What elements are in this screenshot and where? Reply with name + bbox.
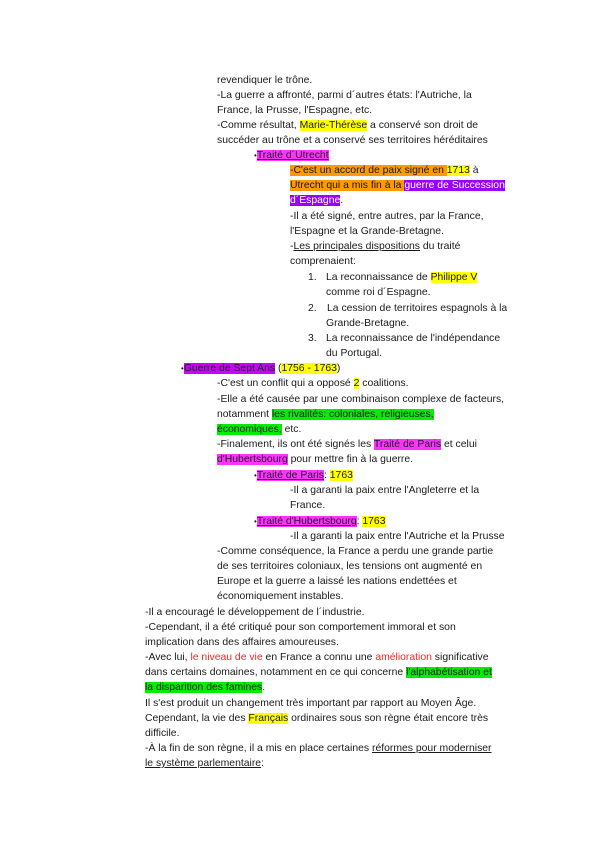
- text-line: -Cependant, il a été critiqué pour son comportement immoral et son: [145, 622, 456, 633]
- heading-guerre-sept-ans: •Guerre de Sept Ans (1756 - 1763): [181, 363, 341, 374]
- text-line: succéder au trône et a conservé ses territoires héréditaires: [217, 135, 488, 146]
- list-number: 2.: [308, 303, 317, 314]
- text-line: -Comme résultat, Marie-Thérèse a conservé son droit de: [217, 120, 479, 131]
- text-line: difficile.: [145, 728, 180, 739]
- text-line: d´Espagne.: [290, 195, 344, 206]
- heading-traite-utrecht: •Traité d´Utrecht: [254, 150, 329, 161]
- text-line: -C'est un conflit qui a opposé 2 coalitions.: [217, 378, 409, 389]
- text-line: de ses territoires coloniaux, les tensions ont augmenté en: [217, 561, 483, 572]
- list-number: 3.: [308, 333, 317, 344]
- text-line: France, la Prusse, l'Espagne, etc.: [217, 105, 373, 116]
- text-line: -La guerre a affronté, parmi d´autres états: l'Autriche, la: [217, 90, 472, 101]
- text-line: comprenaient:: [290, 256, 356, 267]
- heading-traite-hubertsbourg: •Traité d'Hubertsbourg: 1763: [254, 516, 386, 527]
- text-line: le système parlementaire:: [145, 758, 264, 769]
- text-line: -Elle a été causée par une combinaison complexe de facteurs,: [217, 394, 505, 405]
- text-line: -À la fin de son règne, il a mis en place certaines réformes pour moderniser: [145, 743, 492, 754]
- list-item-cont: Grande-Bretagne.: [326, 318, 410, 329]
- bullet-icon: •: [254, 151, 257, 160]
- text-line: Cependant, la vie des Français ordinaires sous son règne était encore très: [145, 713, 489, 724]
- text-line: la disparition des famines.: [145, 682, 266, 693]
- text-line: Il s'est produit un changement très important par rapport au Moyen Âge.: [145, 698, 477, 709]
- text-line: notamment les rivalités: coloniales, religieuses,: [217, 409, 434, 420]
- bullet-icon: •: [254, 517, 257, 526]
- text-line: -Avec lui, le niveau de vie en France a connu une amélioration significative: [145, 652, 489, 663]
- heading-traite-paris: •Traité de Paris: 1763: [254, 470, 353, 481]
- list-item-cont: comme roi d´Espagne.: [326, 287, 431, 298]
- text-line: dans certains domaines, notamment en ce qui concerne l'alphabétisation et: [145, 667, 492, 678]
- text-line: -C'est un accord de paix signé en 1713 à: [290, 165, 479, 176]
- text-line: France.: [290, 500, 326, 511]
- text-line: revendiquer le trône.: [217, 75, 313, 86]
- text-line: d'Hubertsbourg pour mettre fin à la guerre.: [217, 454, 414, 465]
- text-line: -Il a garanti la paix entre l'Autriche et la Prusse: [290, 531, 505, 542]
- text-line: -Il a garanti la paix entre l'Angleterre et la: [290, 485, 480, 496]
- text-line: économiquement instables.: [217, 591, 344, 602]
- text-line: -Comme conséquence, la France a perdu une grande partie: [217, 546, 494, 557]
- text-line: -Il a été signé, entre autres, par la France,: [290, 211, 484, 222]
- text-line: -Il a encouragé le développement de l´industrie.: [145, 607, 365, 618]
- list-item: La reconnaissance de Philippe V: [326, 272, 478, 283]
- list-item: La cession de territoires espagnols à la: [327, 303, 508, 314]
- list-item-cont: du Portugal.: [326, 348, 383, 359]
- text-line: l'Espagne et la Grande-Bretagne.: [290, 226, 444, 237]
- text-line: -Finalement, ils ont été signés les Traité de Paris et celui: [217, 439, 477, 450]
- bullet-icon: •: [254, 471, 257, 480]
- text-line: -Les principales dispositions du traité: [290, 241, 461, 252]
- bullet-icon: •: [181, 364, 184, 373]
- list-item: La reconnaissance de l'indépendance: [326, 333, 501, 344]
- list-number: 1.: [308, 272, 317, 283]
- text-line: Europe et la guerre a laissé les nations endettées et: [217, 576, 457, 587]
- text-line: implication dans des affaires amoureuses.: [145, 637, 339, 648]
- text-line: Utrecht qui a mis fin à la guerre de Succession: [290, 180, 505, 191]
- highlight-marie-therese: Marie-Thérèse: [299, 120, 368, 131]
- text-line: économiques, etc.: [217, 424, 302, 435]
